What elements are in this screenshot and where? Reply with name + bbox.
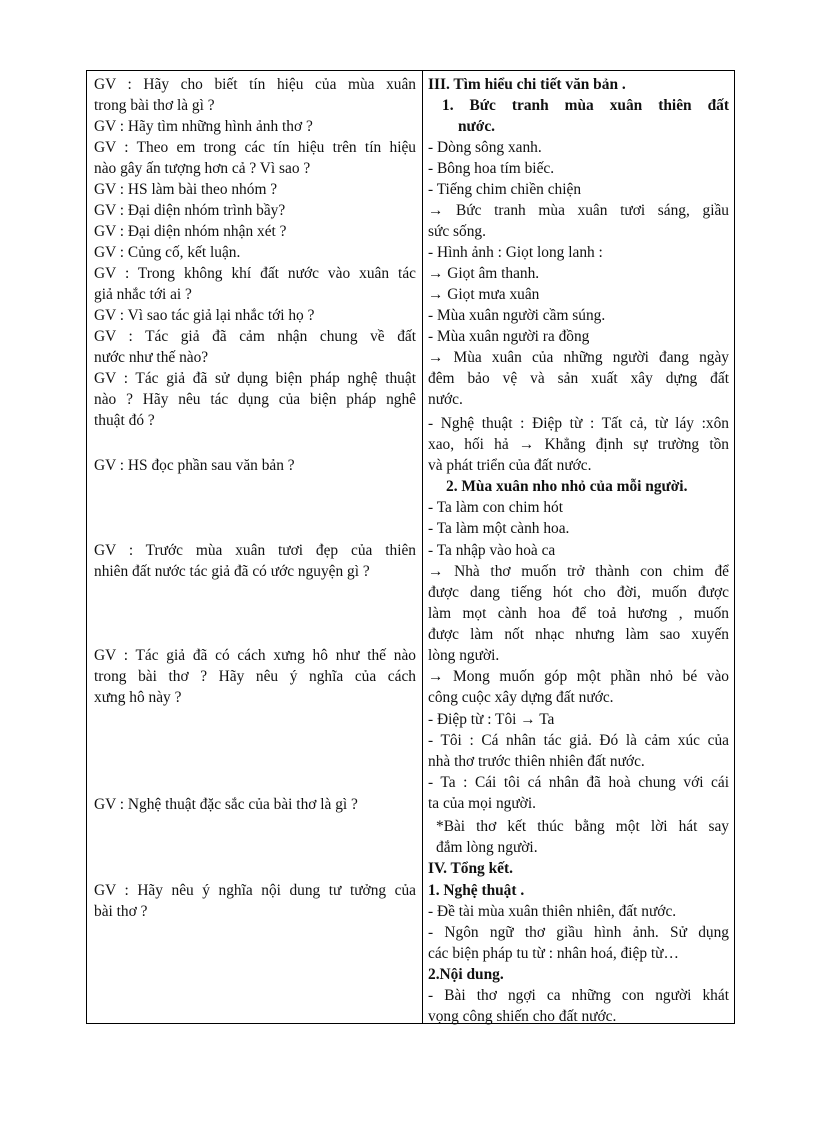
- right-line: đêm bảo vệ và sản xuất xây dựng đất: [428, 370, 729, 387]
- right-line: - Ta làm một cành hoa.: [428, 520, 570, 537]
- right-line: công cuộc xây dựng đất nước.: [428, 689, 614, 706]
- left-line: nhiên đất nước tác giả đã có ước nguyện gì ?: [94, 563, 370, 580]
- right-line: - Nghệ thuật : Điệp từ : Tất cả, từ láy :xôn: [428, 415, 729, 432]
- left-line: GV : Vì sao tác giả lại nhắc tới họ ?: [94, 307, 315, 324]
- left-line: GV : Hãy nêu ý nghĩa nội dung tư tưởng của: [94, 882, 416, 899]
- left-line: GV : Nghệ thuật đặc sắc của bài thơ là gì ?: [94, 796, 358, 813]
- subsection-heading: 1. Bức tranh mùa xuân thiên đất: [442, 97, 729, 114]
- left-line: thuật đó ?: [94, 412, 155, 429]
- column-divider: [422, 71, 423, 1023]
- right-line: ta của mọi người.: [428, 795, 536, 812]
- right-line: - Tôi : Cá nhân tác giả. Đó là cảm xúc của: [428, 732, 729, 749]
- right-line: và phát triển của đất nước.: [428, 457, 592, 474]
- right-line: - Ngôn ngữ thơ giầu hình ảnh. Sử dụng: [428, 924, 729, 941]
- right-line: - Dòng sông xanh.: [428, 139, 542, 156]
- right-line: - Ta làm con chim hót: [428, 499, 563, 516]
- right-line: → Bức tranh mùa xuân tươi sáng, giầu: [428, 202, 729, 219]
- left-line: GV : Trong không khí đất nước vào xuân tác: [94, 265, 416, 282]
- right-line: - Điệp từ : Tôi → Ta: [428, 711, 555, 728]
- left-line: GV : Tác giả đã sử dụng biện pháp nghệ thuật: [94, 370, 416, 387]
- right-line: làm mọt cành hoa để toả hương , muốn: [428, 605, 729, 622]
- lesson-table: [86, 70, 735, 1024]
- right-line: - Bài thơ ngợi ca những con người khát: [428, 987, 729, 1004]
- right-line: được dang tiếng hót cho đời, muốn được: [428, 584, 729, 601]
- left-line: GV : Đại diện nhóm trình bầy?: [94, 202, 286, 219]
- left-line: GV : Đại diện nhóm nhận xét ?: [94, 223, 287, 240]
- subsection-heading: nước.: [458, 118, 495, 135]
- right-line: - Đề tài mùa xuân thiên nhiên, đất nước.: [428, 903, 677, 920]
- right-line: - Mùa xuân người cầm súng.: [428, 307, 606, 324]
- left-line: GV : Theo em trong các tín hiệu trên tín hiệu: [94, 139, 416, 156]
- left-line: nào gây ấn tượng hơn cả ? Vì sao ?: [94, 160, 311, 177]
- right-line: - Mùa xuân người ra đồng: [428, 328, 590, 345]
- right-line: lòng người.: [428, 647, 500, 664]
- right-line: - Ta : Cái tôi cá nhân đã hoà chung với cái: [428, 774, 729, 791]
- right-line: → Giọt mưa xuân: [428, 286, 540, 303]
- left-line: trong bài thơ ? Hãy nêu ý nghĩa của cách: [94, 668, 416, 685]
- left-line: GV : Tác giả đã cảm nhận chung về đất: [94, 328, 416, 345]
- left-line: trong bài thơ là gì ?: [94, 97, 215, 114]
- left-line: nước như thế nào?: [94, 349, 209, 366]
- left-line: GV : Trước mùa xuân tươi đẹp của thiên: [94, 542, 416, 559]
- right-line: - Bông hoa tím biếc.: [428, 160, 555, 177]
- right-line: nước.: [428, 391, 463, 408]
- right-line: - Hình ảnh : Giọt long lanh :: [428, 244, 603, 261]
- left-line: GV : Hãy cho biết tín hiệu của mùa xuân: [94, 76, 416, 93]
- right-line: - Tiếng chim chiền chiện: [428, 181, 582, 198]
- right-line: vọng công shiến cho đất nước.: [428, 1008, 617, 1025]
- left-line: GV : Hãy tìm những hình ảnh thơ ?: [94, 118, 313, 135]
- left-line: bài thơ ?: [94, 903, 148, 920]
- subsection-heading: 2.Nội dung.: [428, 966, 504, 983]
- right-line: → Mong muốn góp một phần nhỏ bé vào: [428, 668, 729, 685]
- right-line: → Mùa xuân của những người đang ngày: [428, 349, 729, 366]
- section-heading: IV. Tổng kết.: [428, 860, 513, 877]
- right-line: nhà thơ trước thiên nhiên đất nước.: [428, 753, 645, 770]
- left-line: giả nhắc tới ai ?: [94, 286, 192, 303]
- right-line: sức sống.: [428, 223, 486, 240]
- right-line: - Ta nhập vào hoà ca: [428, 542, 556, 559]
- right-line: *Bài thơ kết thúc bằng một lời hát say: [436, 818, 729, 835]
- right-line: được làm nốt nhạc nhưng làm sao xuyến: [428, 626, 729, 643]
- subsection-heading: 2. Mùa xuân nho nhỏ của mỗi người.: [446, 478, 688, 495]
- right-line: xao, hối hả → Khẳng định sự trường tồn: [428, 436, 729, 453]
- right-line: → Giọt âm thanh.: [428, 265, 540, 282]
- subsection-heading: 1. Nghệ thuật .: [428, 882, 525, 899]
- left-line: xưng hô này ?: [94, 689, 182, 706]
- right-line: các biện pháp tu từ : nhân hoá, điệp từ…: [428, 945, 679, 962]
- left-line: nào ? Hãy nêu tác dụng của biện pháp nghê: [94, 391, 416, 408]
- right-line: → Nhà thơ muốn trở thành con chim để: [428, 563, 729, 580]
- left-line: GV : HS đọc phần sau văn bản ?: [94, 457, 295, 474]
- left-line: GV : Củng cố, kết luận.: [94, 244, 241, 261]
- right-line: đắm lòng người.: [436, 839, 538, 856]
- left-line: GV : Tác giả đã có cách xưng hô như thế nào: [94, 647, 416, 664]
- section-heading: III. Tìm hiểu chi tiết văn bản .: [428, 76, 626, 93]
- left-line: GV : HS làm bài theo nhóm ?: [94, 181, 278, 198]
